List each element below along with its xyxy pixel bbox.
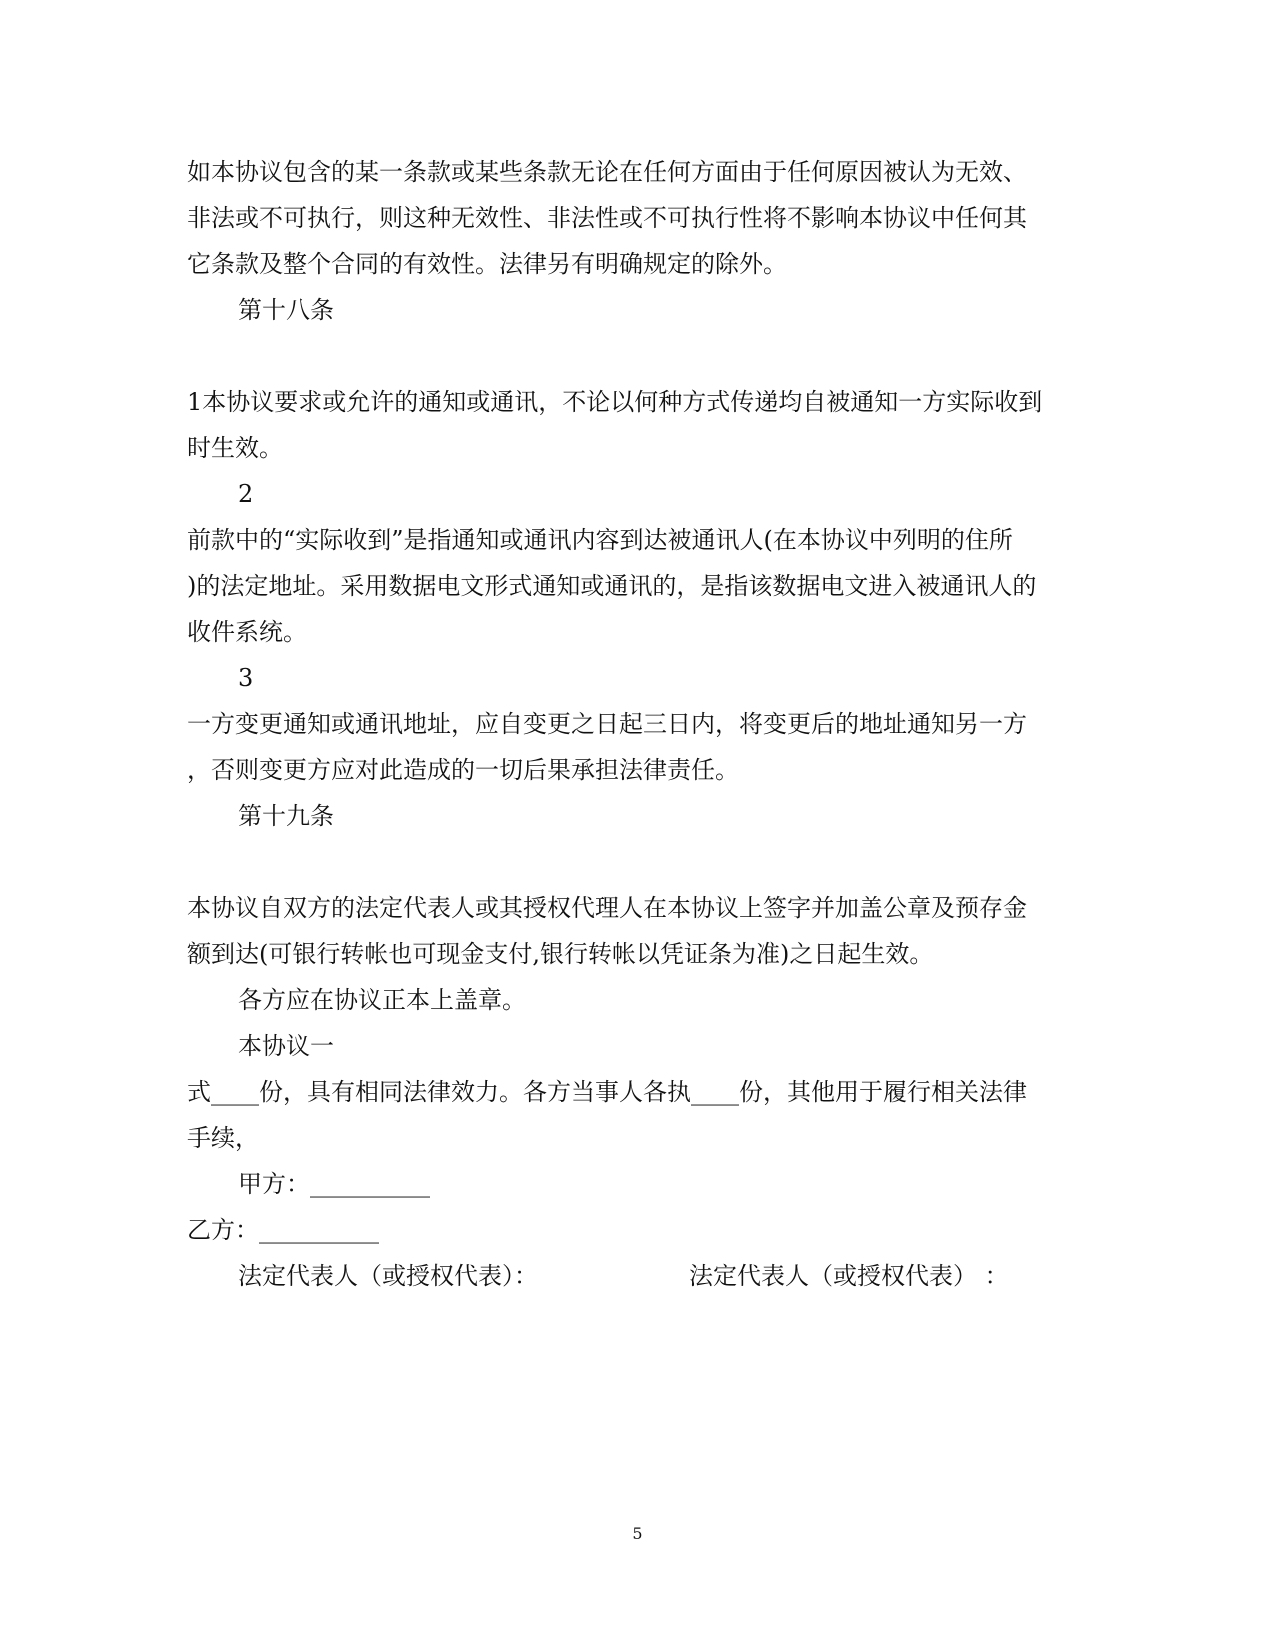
article-heading: 第十八条 [238, 296, 334, 324]
paragraph-line: 本协议一 [238, 1032, 334, 1060]
paragraph-line: 各方应在协议正本上盖章。 [238, 986, 526, 1014]
paragraph-line: 本协议自双方的法定代表人或其授权代理人在本协议上签字并加盖公章及预存金 [187, 894, 1027, 922]
paragraph-line: 时生效。 [187, 434, 283, 462]
paragraph-line: 一方变更通知或通讯地址，应自变更之日起三日内，将变更后的地址通知另一方 [187, 710, 1027, 738]
paragraph-line: 手续， [187, 1124, 259, 1152]
paragraph-line: )的法定地址。采用数据电文形式通知或通讯的，是指该数据电文进入被通讯人的 [187, 572, 1037, 600]
paragraph-line: 前款中的“实际收到”是指通知或通讯内容到达被通讯人(在本协议中列明的住所 [187, 526, 1013, 554]
paragraph-line: 它条款及整个合同的有效性。法律另有明确规定的除外。 [187, 250, 787, 278]
party-b-signature-line: 乙方：__________ [187, 1216, 379, 1244]
legal-representative-label-right: 法定代表人（或授权代表） ： [689, 1262, 1009, 1290]
paragraph-line: 如本协议包含的某一条款或某些条款无论在任何方面由于任何原因被认为无效、 [187, 158, 1027, 186]
page-number: 5 [632, 1524, 643, 1543]
paragraph-line: 收件系统。 [187, 618, 307, 646]
legal-representative-label-left: 法定代表人（或授权代表）： [238, 1262, 538, 1290]
paragraph-line: 式____份，具有相同法律效力。各方当事人各执____份，其他用于履行相关法律 [187, 1078, 1027, 1106]
paragraph-line: 额到达(可银行转帐也可现金支付,银行转帐以凭证条为准)之日起生效。 [187, 940, 934, 968]
clause-number: 3 [238, 664, 254, 692]
article-heading: 第十九条 [238, 802, 334, 830]
paragraph-line: ，否则变更方应对此造成的一切后果承担法律责任。 [187, 756, 739, 784]
party-a-signature-line: 甲方：__________ [238, 1170, 430, 1198]
paragraph-line: 1本协议要求或允许的通知或通讯，不论以何种方式传递均自被通知一方实际收到 [187, 388, 1043, 416]
clause-number: 2 [238, 480, 254, 508]
paragraph-line: 非法或不可执行，则这种无效性、非法性或不可执行性将不影响本协议中任何其 [187, 204, 1027, 232]
